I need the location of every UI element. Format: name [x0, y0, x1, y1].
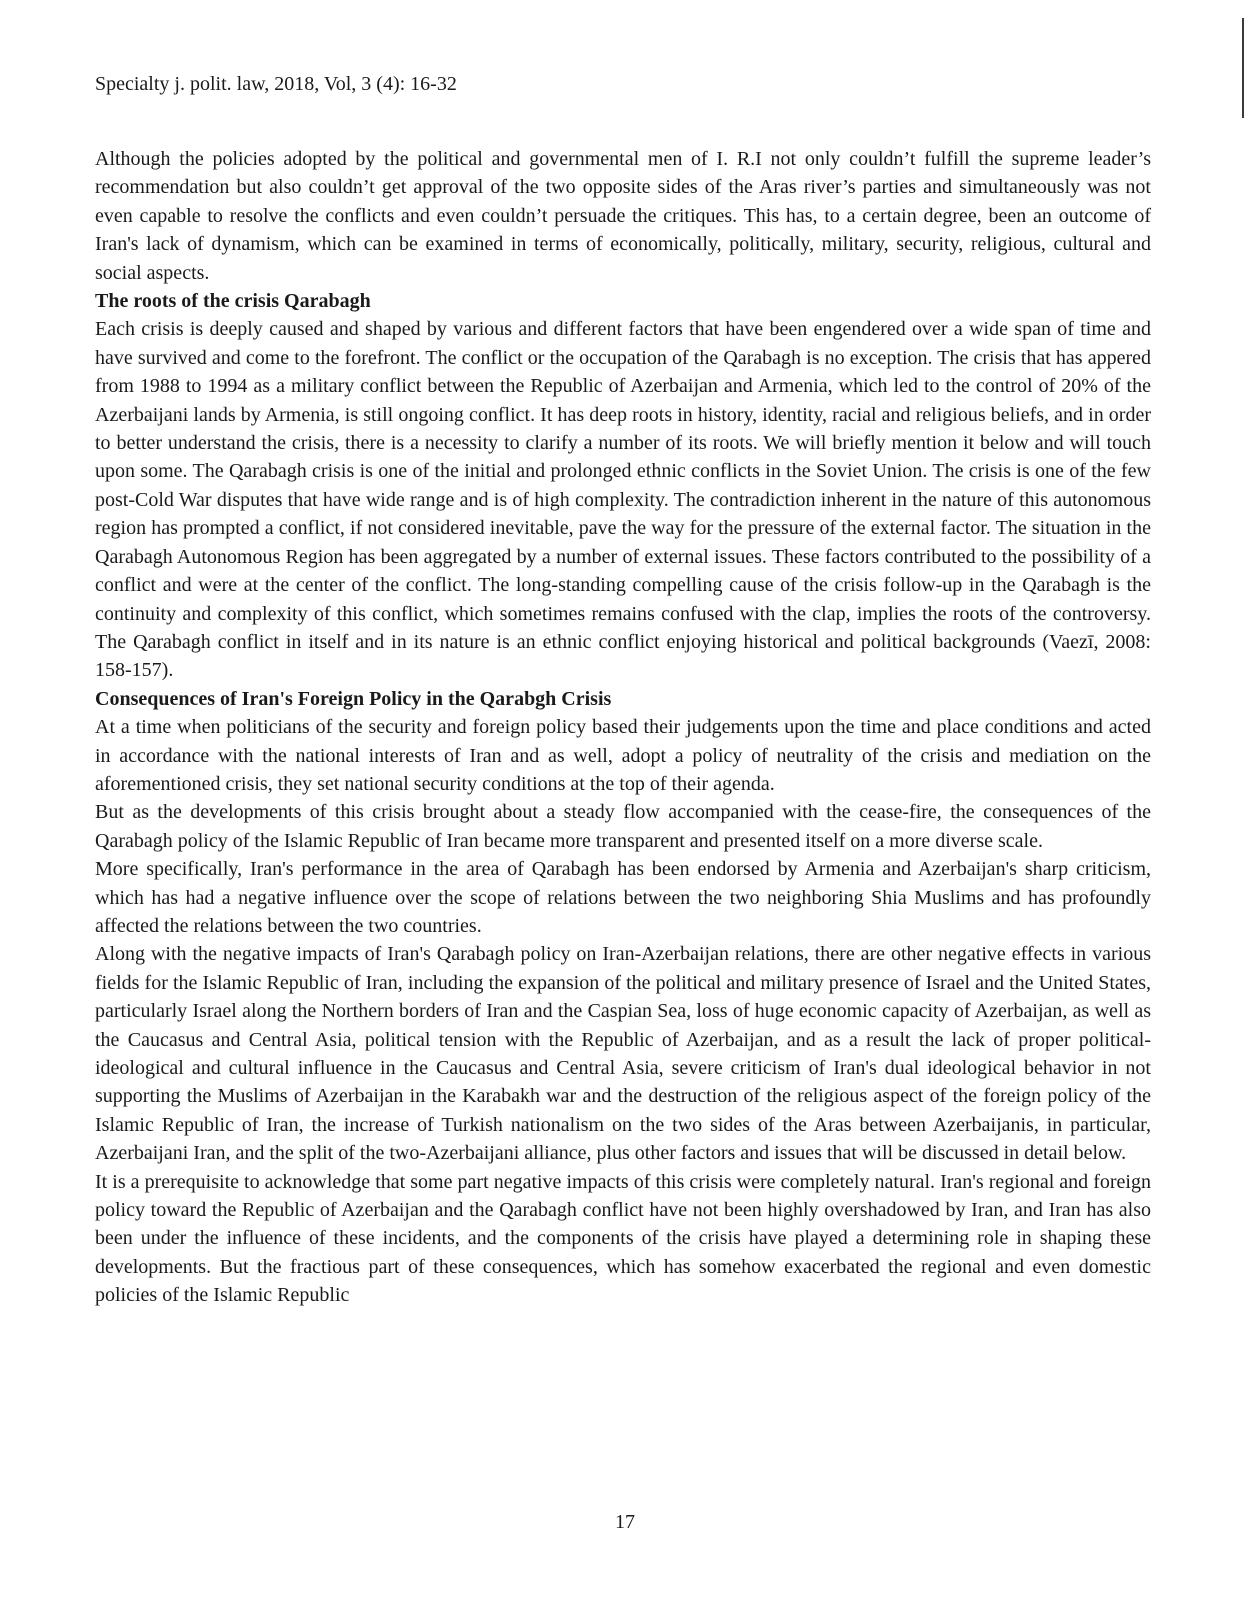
- paragraph-consequences-5: It is a prerequisite to acknowledge that some part negative impacts of this crisis were completely natural. Iran's regional and foreign policy toward the Republic of Azerbaijan and the Qarabagh conflict have not been highly overshadowed by Iran, and Iran has also been under the influence of these incidents, and the components of the crisis have played a determining role in shaping these developments. But the fractious part of these consequences, which has somehow exacerbated the regional and even domestic policies of the Islamic Republic: [95, 1170, 1151, 1307]
- section-heading-roots: The roots of the crisis Qarabagh: [95, 290, 371, 313]
- page-edge-line: [1242, 18, 1244, 118]
- paragraph-consequences-1: At a time when politicians of the security and foreign policy based their judgements upon the time and place conditions and acted in accordance with the national interests of Iran and as well, adopt a policy of neutrality of the crisis and mediation on the aforementioned crisis, they set national security conditions at the top of their agenda.: [95, 716, 1151, 795]
- section-heading-consequences: Consequences of Iran's Foreign Policy in the Qarabgh Crisis: [95, 687, 612, 710]
- running-header: Specialty j. polit. law, 2018, Vol, 3 (4): 16-32: [95, 73, 457, 95]
- main-text: [95, 145, 1151, 1310]
- paragraph-intro: Although the policies adopted by the political and governmental men of I. R.I not only couldn’t fulfill the supreme leader’s recommendation but also couldn’t get approval of the two opposite sides of the Aras river’s parties and simultaneously was not even capable to resolve the conflicts and even couldn’t persuade the critiques. This has, to a certain degree, been an outcome of Iran's lack of dynamism, which can be examined in terms of economically, politically, military, security, religious, cultural and social aspects.: [95, 148, 1151, 284]
- paragraph-consequences-2: But as the developments of this crisis brought about a steady flow accompanied with the cease-fire, the consequences of the Qarabagh policy of the Islamic Republic of Iran became more transparent and presented itself on a more diverse scale.: [95, 801, 1151, 852]
- page-number: 17: [615, 1511, 635, 1533]
- paragraph-consequences-3: More specifically, Iran's performance in the area of Qarabagh has been endorsed by Armenia and Azerbaijan's sharp criticism, which has had a negative influence over the scope of relations between the two neighboring Shia Muslims and has profoundly affected the relations between the two countries.: [95, 858, 1151, 937]
- paragraph-consequences-4: Along with the negative impacts of Iran's Qarabagh policy on Iran-Azerbaijan relations, there are other negative effects in various fields for the Islamic Republic of Iran, including the expansion of the political and military presence of Israel and the United States, particularly Israel along the Northern borders of Iran and the Caspian Sea, loss of huge economic capacity of Azerbaijan, as well as the Caucasus and Central Asia, political tension with the Republic of Azerbaijan, and as a result the lack of proper political-ideological and cultural influence in the Caucasus and Central Asia, severe criticism of Iran's dual ideological behavior in not supporting the Muslims of Azerbaijan in the Karabakh war and the destruction of the religious aspect of the foreign policy of the Islamic Republic of Iran, the increase of Turkish nationalism on the two sides of the Aras between Azerbaijanis, in particular, Azerbaijani Iran, and the split of the two-Azerbaijani alliance, plus other factors and issues that will be discussed in detail below.: [95, 943, 1151, 1165]
- paragraph-roots: Each crisis is deeply caused and shaped by various and different factors that have been engendered over a wide span of time and have survived and come to the forefront. The conflict or the occupation of the Qarabagh is no exception. The crisis that has appered from 1988 to 1994 as a military conflict between the Republic of Azerbaijan and Armenia, which led to the control of 20% of the Azerbaijani lands by Armenia, is still ongoing conflict. It has deep roots in history, identity, racial and religious beliefs, and in order to better understand the crisis, there is a necessity to clarify a number of its roots. We will briefly mention it below and will touch upon some. The Qarabagh crisis is one of the initial and prolonged ethnic conflicts in the Soviet Union. The crisis is one of the few post-Cold War disputes that have wide range and is of high complexity. The contradiction inherent in the nature of this autonomous region has prompted a conflict, if not considered inevitable, pave the way for the pressure of the external factor. The situation in the Qarabagh Autonomous Region has been aggregated by a number of external issues. These factors contributed to the possibility of a conflict and were at the center of the conflict. The long-standing compelling cause of the crisis follow-up in the Qarabagh is the continuity and complexity of this conflict, which sometimes remains confused with the clap, implies the roots of the controversy. The Qarabagh conflict in itself and in its nature is an ethnic conflict enjoying historical and political backgrounds (Vaezī, 2008: 158-157).: [95, 318, 1151, 682]
